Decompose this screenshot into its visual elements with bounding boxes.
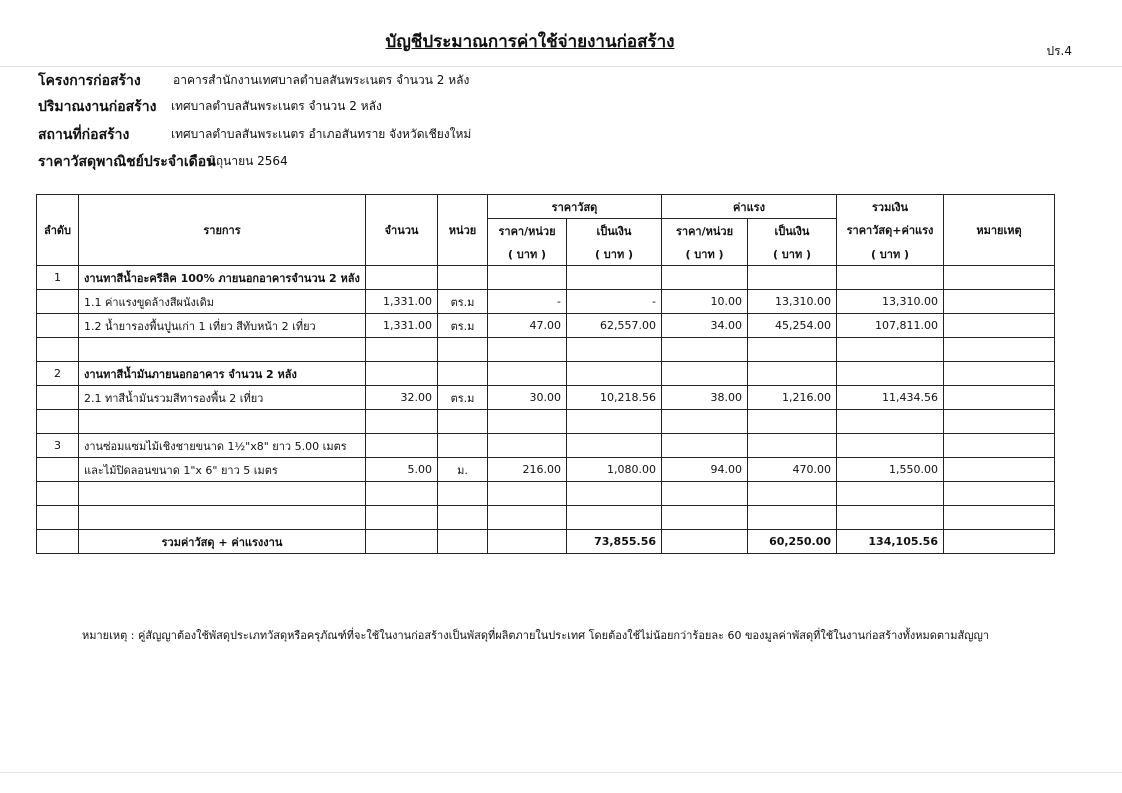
- header-no-top: [37, 195, 79, 219]
- cell-labor-amount: 470.00: [748, 458, 837, 482]
- cell-total: 11,434.56: [837, 386, 944, 410]
- cell-unit: ม.: [438, 458, 488, 482]
- header-remark-bottom: [944, 242, 1055, 266]
- cell-item: งานทาสีน้ำมันภายนอกอาคาร จำนวน 2 หลัง: [79, 362, 366, 386]
- header-total-baht: ( บาท ): [837, 242, 944, 266]
- cell-remark: [944, 434, 1055, 458]
- cell-material-amount: [567, 338, 662, 362]
- header-labor-amount: เป็นเงิน: [748, 219, 837, 243]
- cell-qty: [366, 362, 438, 386]
- cell-labor-unit-price: [662, 266, 748, 290]
- cell-qty: 5.00: [366, 458, 438, 482]
- cell-material-unit-price: [488, 266, 567, 290]
- header-unit-bottom: [438, 242, 488, 266]
- header-labor-unit-price: ราคา/หน่วย: [662, 219, 748, 243]
- cell-no: [37, 506, 79, 530]
- cell-remark: [944, 266, 1055, 290]
- cell-remark: [944, 314, 1055, 338]
- cell-item: [79, 482, 366, 506]
- total-l-price-cell: [662, 530, 748, 554]
- document-title: บัญชีประมาณการค่าใช้จ่ายงานก่อสร้าง: [385, 32, 675, 52]
- cell-labor-amount: [748, 434, 837, 458]
- cell-qty: [366, 410, 438, 434]
- header-labor: ค่าแรง: [662, 195, 837, 219]
- header-no-bottom: [37, 242, 79, 266]
- top-divider-line: [0, 66, 1122, 67]
- cell-unit: [438, 362, 488, 386]
- header-item-top: [79, 195, 366, 219]
- cell-material-unit-price: [488, 338, 567, 362]
- cell-labor-unit-price: [662, 338, 748, 362]
- info-value: เทศบาลตำบลสันพระเนตร จำนวน 2 หลัง: [171, 99, 382, 113]
- cell-labor-unit-price: [662, 434, 748, 458]
- cell-remark: [944, 362, 1055, 386]
- cell-remark: [944, 338, 1055, 362]
- cell-total: 1,550.00: [837, 458, 944, 482]
- header-material-unit-price: ราคา/หน่วย: [488, 219, 567, 243]
- cell-labor-amount: [748, 506, 837, 530]
- info-label: สถานที่ก่อสร้าง: [38, 127, 130, 143]
- cell-unit: ตร.ม: [438, 314, 488, 338]
- table-row: [37, 338, 1055, 362]
- table-row: [37, 314, 1055, 338]
- total-qty-cell: [366, 530, 438, 554]
- cell-qty: 1,331.00: [366, 314, 438, 338]
- cell-total: [837, 482, 944, 506]
- cell-no: [37, 482, 79, 506]
- total-label: รวมค่าวัสดุ + ค่าแรงงาน: [79, 530, 366, 554]
- cell-no: [37, 314, 79, 338]
- header-total-sub: ราคาวัสดุ+ค่าแรง: [837, 219, 944, 243]
- table-row: [37, 458, 1055, 482]
- cell-item: [79, 338, 366, 362]
- cell-material-unit-price: [488, 410, 567, 434]
- cell-remark: [944, 506, 1055, 530]
- header-material-amount-baht: ( บาท ): [567, 242, 662, 266]
- cell-labor-unit-price: 94.00: [662, 458, 748, 482]
- cell-material-unit-price: [488, 506, 567, 530]
- cell-labor-unit-price: [662, 482, 748, 506]
- footnote: หมายเหตุ : คู่สัญญาต้องใช้พัสดุประเภทวัสดุหรือครุภัณฑ์ที่จะใช้ในงานก่อสร้างเป็นพัสดุที่ผลิตภายในประเทศ โดยต้องใช้ไม่น้อยกว่าร้อยละ 60 ของมูลค่าพัสดุที่ใช้ในงานก่อสร้างทั้งหมดตามสัญญา: [82, 629, 990, 642]
- cell-unit: ตร.ม: [438, 290, 488, 314]
- cell-total: [837, 266, 944, 290]
- header-material-amount: เป็นเงิน: [567, 219, 662, 243]
- cell-no: 1: [37, 266, 79, 290]
- table-row: [37, 506, 1055, 530]
- cell-item: 1.2 น้ำยารองพื้นปูนเก่า 1 เที่ยว สีทับหน้า 2 เที่ยว: [79, 314, 366, 338]
- total-row: [37, 530, 1055, 554]
- cell-material-amount: 1,080.00: [567, 458, 662, 482]
- cell-total: [837, 338, 944, 362]
- cell-labor-amount: 13,310.00: [748, 290, 837, 314]
- cell-no: [37, 410, 79, 434]
- cell-total: [837, 506, 944, 530]
- cell-no: 3: [37, 434, 79, 458]
- header-total: รวมเงิน: [837, 195, 944, 219]
- info-price-month: [38, 151, 288, 173]
- table-row: [37, 362, 1055, 386]
- header-remark-top: [944, 195, 1055, 219]
- cell-labor-amount: [748, 410, 837, 434]
- cell-labor-unit-price: [662, 362, 748, 386]
- cell-material-unit-price: [488, 362, 567, 386]
- header-material: ราคาวัสดุ: [488, 195, 662, 219]
- header-qty-top: [366, 195, 438, 219]
- cell-material-unit-price: 47.00: [488, 314, 567, 338]
- header-labor-unit-price-baht: ( บาท ): [662, 242, 748, 266]
- cell-total: 13,310.00: [837, 290, 944, 314]
- cell-item: [79, 506, 366, 530]
- cell-material-amount: -: [567, 290, 662, 314]
- table-row: [37, 410, 1055, 434]
- cell-material-amount: [567, 362, 662, 386]
- cell-no: 2: [37, 362, 79, 386]
- bottom-divider-line: [0, 772, 1122, 773]
- cell-item: งานซ่อมแซมไม้เชิงชายขนาด 1½"x8" ยาว 5.00 เมตร: [79, 434, 366, 458]
- cell-unit: ตร.ม: [438, 386, 488, 410]
- cell-unit: [438, 506, 488, 530]
- header-labor-amount-baht: ( บาท ): [748, 242, 837, 266]
- info-project: [38, 70, 470, 92]
- table-row: [37, 482, 1055, 506]
- table-row: [37, 290, 1055, 314]
- cell-item: 1.1 ค่าแรงขูดล้างสีผนังเดิม: [79, 290, 366, 314]
- cost-estimate-table: [36, 194, 1055, 554]
- cell-item: และไม้ปิดลอนขนาด 1"x 6" ยาว 5 เมตร: [79, 458, 366, 482]
- cell-material-amount: [567, 410, 662, 434]
- info-quantity: [38, 96, 382, 118]
- cell-no: [37, 290, 79, 314]
- cell-labor-unit-price: [662, 410, 748, 434]
- cell-total: [837, 362, 944, 386]
- header-unit-top: [438, 195, 488, 219]
- cell-material-amount: [567, 482, 662, 506]
- info-label: ปริมาณงานก่อสร้าง: [38, 99, 157, 115]
- table-row: [37, 434, 1055, 458]
- cell-labor-unit-price: 10.00: [662, 290, 748, 314]
- cell-total: 107,811.00: [837, 314, 944, 338]
- header-material-unit-price-baht: ( บาท ): [488, 242, 567, 266]
- cell-material-amount: 62,557.00: [567, 314, 662, 338]
- info-label: โครงการก่อสร้าง: [38, 73, 141, 89]
- cell-unit: [438, 338, 488, 362]
- cell-remark: [944, 290, 1055, 314]
- cell-material-unit-price: 30.00: [488, 386, 567, 410]
- header-qty-bottom: [366, 242, 438, 266]
- cell-qty: [366, 434, 438, 458]
- cell-labor-amount: [748, 338, 837, 362]
- cell-no: [37, 458, 79, 482]
- table-row: [37, 386, 1055, 410]
- cell-unit: [438, 434, 488, 458]
- cell-labor-amount: [748, 266, 837, 290]
- cell-material-unit-price: [488, 482, 567, 506]
- total-labor-amount: 60,250.00: [748, 530, 837, 554]
- info-value: มิถุนายน 2564: [208, 154, 288, 168]
- info-location: [38, 124, 472, 146]
- page-label: ปร.4: [1046, 44, 1072, 58]
- cell-unit: [438, 482, 488, 506]
- cell-item: 2.1 ทาสีน้ำมันรวมสีทารองพื้น 2 เที่ยว: [79, 386, 366, 410]
- table-row: [37, 266, 1055, 290]
- cell-qty: 32.00: [366, 386, 438, 410]
- cell-material-unit-price: -: [488, 290, 567, 314]
- cell-labor-amount: [748, 482, 837, 506]
- cell-unit: [438, 266, 488, 290]
- cell-item: [79, 410, 366, 434]
- cell-unit: [438, 410, 488, 434]
- cell-remark: [944, 410, 1055, 434]
- cell-remark: [944, 386, 1055, 410]
- cell-total: [837, 410, 944, 434]
- header-remark: หมายเหตุ: [944, 219, 1055, 243]
- cell-no: [37, 338, 79, 362]
- cell-material-unit-price: 216.00: [488, 458, 567, 482]
- header-no: ลำดับ: [37, 219, 79, 243]
- grand-total: 134,105.56: [837, 530, 944, 554]
- total-no-cell: [37, 530, 79, 554]
- total-remark-cell: [944, 530, 1055, 554]
- info-value: เทศบาลตำบลสันพระเนตร อำเภอสันทราย จังหวัดเชียงใหม่: [171, 127, 472, 141]
- header-item-bottom: [79, 242, 366, 266]
- header-item: รายการ: [79, 219, 366, 243]
- cell-labor-amount: 1,216.00: [748, 386, 837, 410]
- cell-no: [37, 386, 79, 410]
- cell-remark: [944, 458, 1055, 482]
- cell-labor-amount: 45,254.00: [748, 314, 837, 338]
- cell-labor-unit-price: 38.00: [662, 386, 748, 410]
- cell-material-amount: [567, 266, 662, 290]
- total-m-price-cell: [488, 530, 567, 554]
- total-unit-cell: [438, 530, 488, 554]
- cell-labor-amount: [748, 362, 837, 386]
- cell-qty: [366, 506, 438, 530]
- cell-remark: [944, 482, 1055, 506]
- cell-qty: [366, 266, 438, 290]
- cell-qty: [366, 482, 438, 506]
- info-value: อาคารสำนักงานเทศบาลตำบลสันพระเนตร จำนวน 2 หลัง: [173, 73, 470, 87]
- header-unit: หน่วย: [438, 219, 488, 243]
- cell-total: [837, 434, 944, 458]
- cell-material-amount: 10,218.56: [567, 386, 662, 410]
- cell-qty: 1,331.00: [366, 290, 438, 314]
- header-qty: จำนวน: [366, 219, 438, 243]
- cell-material-unit-price: [488, 434, 567, 458]
- cell-qty: [366, 338, 438, 362]
- cell-labor-unit-price: 34.00: [662, 314, 748, 338]
- total-material-amount: 73,855.56: [567, 530, 662, 554]
- cell-material-amount: [567, 434, 662, 458]
- cell-material-amount: [567, 506, 662, 530]
- info-label: ราคาวัสดุพาณิชย์ประจำเดือน: [38, 154, 216, 170]
- cell-labor-unit-price: [662, 506, 748, 530]
- cell-item: งานทาสีน้ำอะครีลิค 100% ภายนอกอาคารจำนวน 2 หลัง: [79, 266, 366, 290]
